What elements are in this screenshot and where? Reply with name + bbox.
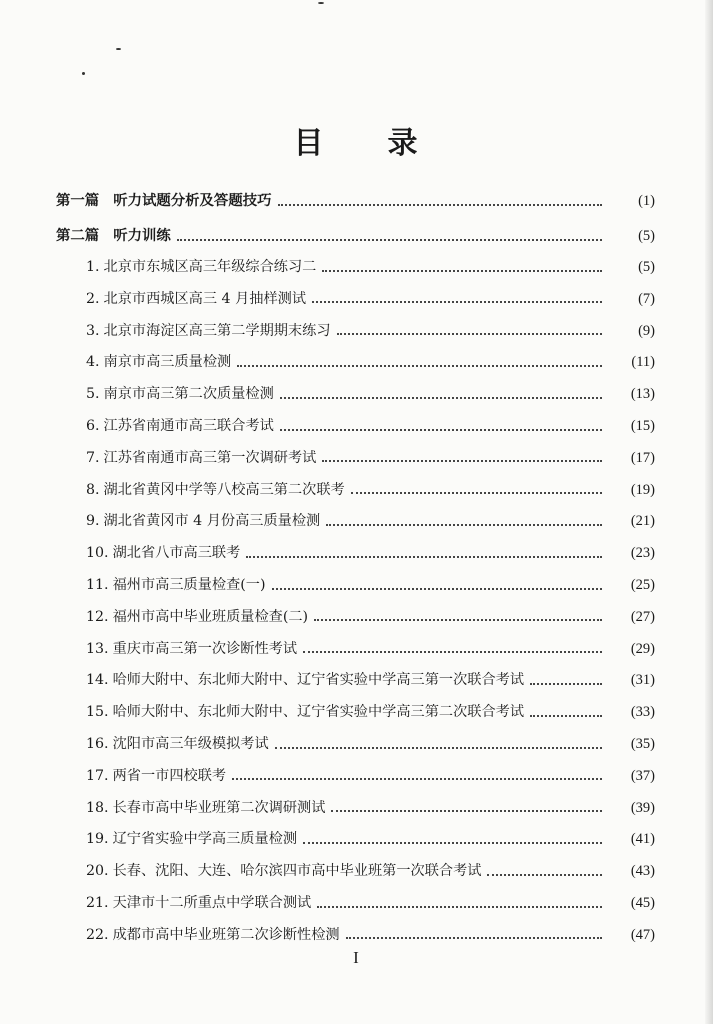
toc-part-heading — [0, 190, 713, 212]
toc-entry — [0, 351, 713, 373]
entry-number: 3. — [86, 322, 100, 339]
toc-entry — [0, 479, 713, 501]
scan-speck — [116, 48, 121, 50]
toc-entry — [0, 256, 713, 278]
entry-page-number: (35) — [630, 736, 655, 752]
toc-entry — [0, 638, 713, 660]
dot-leader — [331, 809, 602, 812]
entry-title: 辽宁省实验中学高三质量检测 — [112, 831, 298, 848]
dot-leader — [322, 459, 602, 462]
entry-title: 天津市十二所重点中学联合测试 — [112, 895, 312, 911]
toc-entry — [0, 828, 713, 850]
toc-entry — [0, 288, 713, 310]
entry-page-number: (21) — [630, 513, 655, 530]
entry-page-number: (47) — [630, 926, 655, 943]
entry-page-number: (7) — [638, 290, 655, 307]
toc-entry — [0, 924, 713, 946]
entry-title: 哈师大附中、东北师大附中、辽宁省实验中学高三第一次联合考试 — [112, 672, 525, 689]
entry-title: 湖北省黄冈市 4 月份高三质量检测 — [103, 513, 321, 530]
dot-leader — [314, 618, 602, 621]
dot-leader — [530, 714, 602, 717]
entry-number: 5. — [86, 386, 100, 403]
entry-title: 江苏省南通市高三联合考试 — [103, 418, 274, 434]
dot-leader — [272, 587, 602, 590]
entry-number: 7. — [86, 449, 100, 466]
entry-page-number: (27) — [630, 608, 655, 625]
entry-number: 19. — [86, 831, 109, 848]
toc-entry — [0, 797, 713, 819]
entry-number: 9. — [86, 513, 100, 530]
dot-leader — [530, 682, 602, 685]
entry-page-number: (31) — [630, 672, 655, 689]
entry-page-number: (1) — [638, 193, 655, 209]
entry-title: 北京市海淀区高三第二学期期末练习 — [103, 322, 331, 339]
entry-page-number: (15) — [630, 418, 655, 434]
toc-entry — [0, 447, 713, 469]
entry-number: 14. — [86, 672, 109, 689]
entry-title: 两省一市四校联考 — [112, 767, 227, 784]
entry-number: 13. — [86, 640, 109, 657]
toc-entry — [0, 542, 713, 564]
dot-leader — [317, 905, 602, 908]
page-number: I — [353, 948, 359, 967]
dot-leader — [322, 269, 602, 272]
toc-entry — [0, 510, 713, 532]
scan-speck — [318, 2, 324, 4]
entry-page-number: (41) — [630, 831, 655, 848]
toc-entry — [0, 320, 713, 342]
entry-title: 南京市高三第二次质量检测 — [103, 386, 274, 403]
entry-number: 第二篇 — [56, 228, 100, 244]
entry-title: 江苏省南通市高三第一次调研考试 — [103, 449, 317, 466]
toc-entry — [0, 701, 713, 723]
dot-leader — [232, 777, 602, 780]
dot-leader — [275, 746, 602, 749]
page-title — [0, 118, 713, 162]
toc-entry — [0, 860, 713, 882]
dot-leader — [280, 428, 602, 431]
dot-leader — [280, 396, 602, 399]
entry-number: 16. — [86, 736, 109, 752]
entry-title: 成都市高中毕业班第二次诊断性检测 — [112, 926, 340, 943]
toc-entry — [0, 892, 713, 914]
entry-title: 北京市东城区高三年级综合练习二 — [103, 259, 317, 275]
dot-leader — [326, 523, 602, 526]
scan-speck — [82, 72, 85, 75]
dot-leader — [346, 936, 602, 939]
entry-number: 10. — [86, 545, 109, 562]
entry-number: 1. — [86, 259, 100, 275]
entry-number: 21. — [86, 895, 109, 911]
toc-entry — [0, 765, 713, 787]
entry-page-number: (29) — [630, 640, 655, 657]
entry-title: 北京市西城区高三 4 月抽样测试 — [103, 290, 307, 307]
entry-title: 南京市高三质量检测 — [103, 354, 232, 371]
entry-page-number: (5) — [638, 228, 655, 244]
entry-title: 福州市高中毕业班质量检查(二) — [112, 608, 309, 625]
entry-number: 4. — [86, 354, 100, 371]
entry-page-number: (25) — [630, 577, 655, 593]
dot-leader — [246, 555, 602, 558]
entry-title: 听力试题分析及答题技巧 — [113, 193, 272, 209]
toc-entry — [0, 606, 713, 628]
entry-title: 沈阳市高三年级模拟考试 — [112, 736, 269, 752]
toc-entry — [0, 669, 713, 691]
entry-number: 6. — [86, 418, 100, 434]
toc-entry — [0, 415, 713, 437]
entry-number: 2. — [86, 290, 100, 307]
dot-leader — [351, 491, 602, 494]
entry-number: 11. — [86, 577, 109, 593]
entry-number: 20. — [86, 863, 109, 880]
entry-title: 重庆市高三第一次诊断性考试 — [112, 640, 298, 657]
toc-part-heading — [0, 225, 713, 247]
entry-page-number: (45) — [630, 895, 655, 911]
entry-number: 12. — [86, 608, 109, 625]
entry-page-number: (23) — [630, 545, 655, 562]
entry-page-number: (5) — [638, 259, 655, 275]
dot-leader — [278, 203, 603, 206]
dot-leader — [312, 300, 602, 303]
entry-number: 第一篇 — [56, 193, 100, 209]
entry-title: 听力训练 — [113, 228, 171, 244]
entry-number: 18. — [86, 799, 109, 816]
entry-number: 22. — [86, 926, 109, 943]
entry-page-number: (43) — [630, 863, 655, 880]
entry-page-number: (19) — [630, 481, 655, 498]
entry-title: 福州市高三质量检查(一) — [112, 577, 266, 593]
entry-title: 湖北省黄冈中学等八校高三第二次联考 — [103, 481, 345, 498]
entry-title: 长春市高中毕业班第二次调研测试 — [112, 799, 326, 816]
toc-entry — [0, 733, 713, 755]
entry-number: 8. — [86, 481, 100, 498]
title-char-1: 目 — [293, 126, 326, 161]
toc-entry — [0, 383, 713, 405]
title-char-2: 录 — [387, 126, 420, 161]
entry-title: 长春、沈阳、大连、哈尔滨四市高中毕业班第一次联合考试 — [112, 863, 482, 880]
entry-page-number: (37) — [630, 767, 655, 784]
entry-page-number: (33) — [630, 704, 655, 721]
dot-leader — [177, 238, 602, 241]
toc-entry — [0, 574, 713, 596]
entry-number: 15. — [86, 704, 109, 721]
dot-leader — [303, 650, 602, 653]
dot-leader — [303, 841, 602, 844]
entry-page-number: (11) — [631, 354, 655, 371]
entry-page-number: (39) — [630, 799, 655, 816]
dot-leader — [237, 364, 602, 367]
entry-number: 17. — [86, 767, 109, 784]
entry-page-number: (9) — [638, 322, 655, 339]
entry-title: 哈师大附中、东北师大附中、辽宁省实验中学高三第二次联合考试 — [112, 704, 525, 721]
dot-leader — [337, 332, 602, 335]
dot-leader — [487, 873, 602, 876]
entry-title: 湖北省八市高三联考 — [112, 545, 241, 562]
entry-page-number: (13) — [630, 386, 655, 403]
entry-page-number: (17) — [630, 449, 655, 466]
